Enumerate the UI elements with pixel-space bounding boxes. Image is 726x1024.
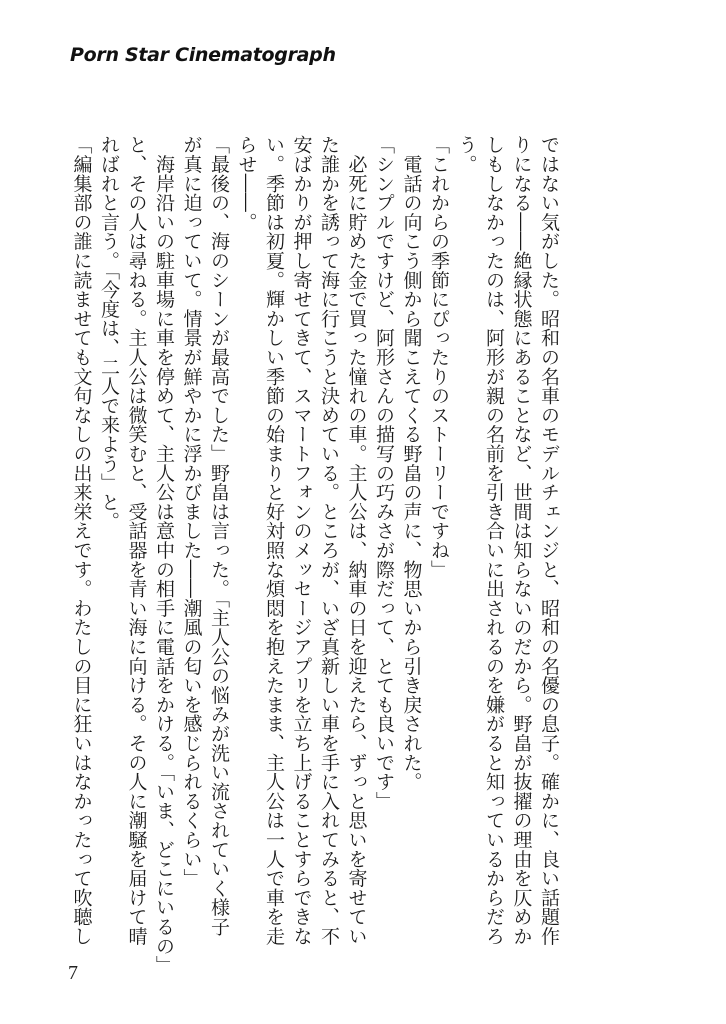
text-line: い。季節は初夏。輝かしい季節の始まりと好対照な煩悶を抱えたまま、主人公は一人で車を走 bbox=[263, 135, 285, 946]
text-line: 必死に貯めた金で買った憧れの車。主人公は、納車の日を迎えたら、ずっと思いを寄せてい bbox=[345, 135, 368, 946]
text-line: りになる――絶縁状態にあることなど、世間は知らないのだから。野畠が抜擢の理由を仄めか bbox=[510, 135, 533, 946]
text-line: 電話の向こう側から聞こえてくる野畠の声に、物思いから引き戻された。 bbox=[400, 135, 423, 792]
text-line: 安ばかりが押し寄せてきて、スマートフォンのメッセージアプリを立ち上げることすらできな bbox=[290, 135, 313, 946]
text-line: と、その人は尋ねる。主人公は微笑むと、受話器を青い海に向ける。その人に潮騒を届けて晴 bbox=[125, 135, 148, 946]
text-line: ではない気がした。昭和の名車のモデルチェンジと、昭和の名優の息子。確かに、良い話題作 bbox=[538, 135, 560, 946]
text-line: 「編集部の誰に読ませても文句なしの出来栄えです。わたしの目に狂いはなかったって吹聴し bbox=[70, 135, 93, 946]
text-line: 「最後の、海のシーンが最高でした」野畠は言った。「主人公の悩みが洗い流されていく様子 bbox=[208, 135, 230, 937]
text-line: う。 bbox=[455, 135, 478, 174]
page-number: 7 bbox=[68, 962, 78, 984]
text-line: ればれと言う。「今度は、二人で来よう」と。 bbox=[98, 135, 120, 531]
text-line: が真に迫っていて。情景が鮮やかに浮かびました――潮風の匂いを感じられるくらい」 bbox=[180, 135, 203, 888]
text-line: た誰かを誘って海に行こうと決めている。ところが、いざ真新しい車を手に入れてみると、不 bbox=[318, 135, 340, 946]
text-line: 「シンプルですけど、阿形さんの描写の巧みさが際だって、とても良いです」 bbox=[373, 135, 395, 811]
text-line: 海岸沿いの駐車場に車を停めて、主人公は意中の相手に電話をかける。「いま、どこにいるの」 bbox=[153, 135, 175, 975]
text-line: しもしなかったのは、阿形が親の名前を引き合いに出されるのを嫌がると知っているからだろ bbox=[483, 135, 505, 946]
text-line: らせ――。 bbox=[235, 135, 258, 232]
running-head-title: Porn Star Cinematograph bbox=[70, 44, 336, 66]
vertical-body-text bbox=[67, 135, 562, 975]
text-line: 「これからの季節にぴったりのストーリーですね」 bbox=[428, 135, 450, 579]
